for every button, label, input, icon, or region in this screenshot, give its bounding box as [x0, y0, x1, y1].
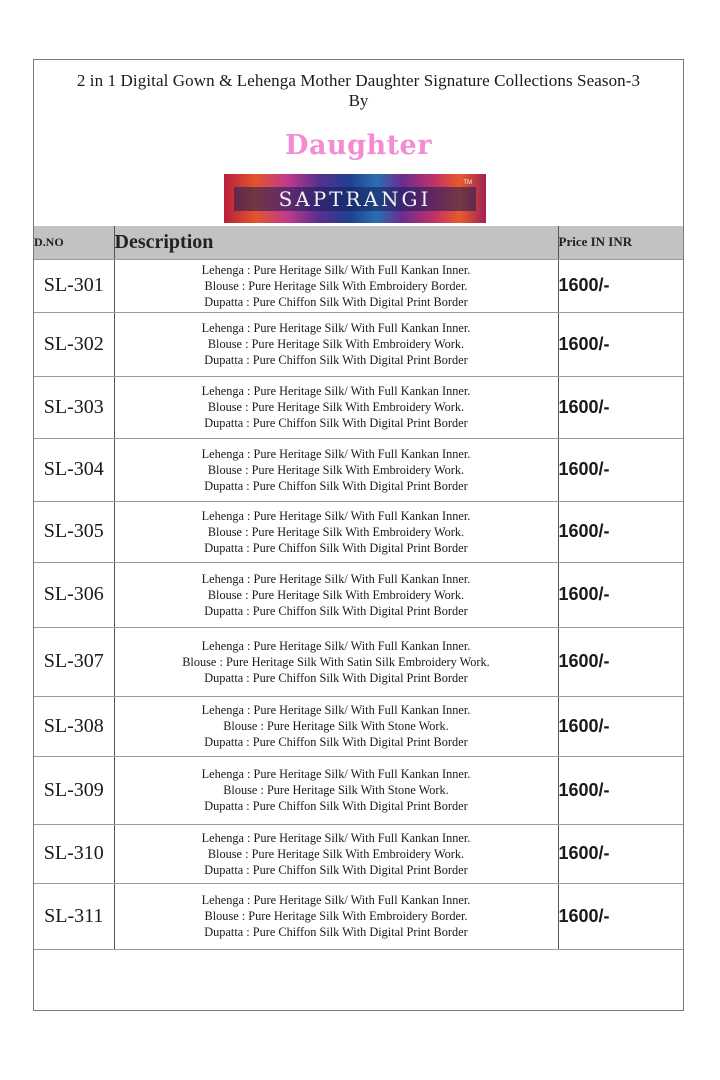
description-line: Dupatta : Pure Chiffon Silk With Digital Print Border — [204, 540, 468, 555]
table-row — [34, 627, 683, 696]
table-row — [34, 883, 683, 949]
description-cell — [114, 438, 558, 501]
description-line: Blouse : Pure Heritage Silk With Embroidery Work. — [207, 337, 465, 351]
price-value: 1600/- — [558, 756, 683, 824]
description-line: Lehenga : Pure Heritage Silk/ With Full Kankan Inner. — [201, 830, 471, 845]
design-number: SL-303 — [34, 376, 114, 438]
table-row — [34, 312, 683, 376]
brand-logo — [224, 174, 486, 223]
by-label: By — [348, 91, 369, 110]
table-body — [34, 259, 683, 949]
description-cell — [114, 696, 558, 756]
description-line: Blouse : Pure Heritage Silk With Embroidery Border. — [204, 278, 468, 293]
description-line: Lehenga : Pure Heritage Silk/ With Full Kankan Inner. — [201, 262, 471, 277]
description-line: Blouse : Pure Heritage Silk With Embroidery Work. — [207, 462, 465, 477]
design-number: SL-305 — [34, 501, 114, 562]
description-line: Dupatta : Pure Chiffon Silk With Digital Print Border — [204, 478, 468, 493]
price-value: 1600/- — [558, 438, 683, 501]
trademark-mark: TM — [463, 180, 472, 186]
description-line: Blouse : Pure Heritage Silk With Embroidery Work. — [207, 846, 465, 861]
description-line: Blouse : Pure Heritage Silk With Satin Silk Embroidery Work. — [182, 654, 490, 669]
description-line: Blouse : Pure Heritage Silk With Embroidery Work. — [207, 524, 465, 539]
description-line: Dupatta : Pure Chiffon Silk With Digital Print Border — [204, 925, 468, 939]
description-line: Dupatta : Pure Chiffon Silk With Digital Print Border — [204, 353, 468, 367]
table-row — [34, 259, 683, 312]
price-value: 1600/- — [558, 883, 683, 949]
description-line: Blouse : Pure Heritage Silk With Stone Work. — [223, 719, 449, 733]
table-header-row — [34, 226, 683, 259]
design-number: SL-307 — [34, 627, 114, 696]
description-line: Dupatta : Pure Chiffon Silk With Digital Print Border — [204, 799, 468, 813]
design-number: SL-306 — [34, 562, 114, 627]
table-row — [34, 438, 683, 501]
description-line: Lehenga : Pure Heritage Silk/ With Full Kankan Inner. — [201, 508, 471, 523]
price-list-sheet — [33, 59, 684, 1011]
design-number: SL-302 — [34, 312, 114, 376]
table-row — [34, 376, 683, 438]
description-cell — [114, 824, 558, 883]
price-value: 1600/- — [558, 312, 683, 376]
description-line: Dupatta : Pure Chiffon Silk With Digital Print Border — [204, 294, 468, 309]
description-cell — [114, 259, 558, 312]
description-cell — [114, 627, 558, 696]
description-line: Lehenga : Pure Heritage Silk/ With Full Kankan Inner. — [201, 384, 471, 398]
price-value: 1600/- — [558, 627, 683, 696]
description-line: Dupatta : Pure Chiffon Silk With Digital Print Border — [204, 735, 468, 749]
description-line: Lehenga : Pure Heritage Silk/ With Full Kankan Inner. — [201, 321, 471, 335]
design-number: SL-309 — [34, 756, 114, 824]
table-row — [34, 696, 683, 756]
description-cell — [114, 756, 558, 824]
description-line: Lehenga : Pure Heritage Silk/ With Full Kankan Inner. — [201, 703, 471, 717]
column-header-description: Description — [114, 226, 558, 259]
design-number: SL-301 — [34, 259, 114, 312]
price-value: 1600/- — [558, 376, 683, 438]
table-row — [34, 501, 683, 562]
design-number: SL-304 — [34, 438, 114, 501]
price-table — [34, 226, 683, 950]
price-value: 1600/- — [558, 501, 683, 562]
description-line: Dupatta : Pure Chiffon Silk With Digital Print Border — [204, 670, 468, 685]
price-value: 1600/- — [558, 824, 683, 883]
catalog-header — [34, 60, 683, 226]
price-value: 1600/- — [558, 696, 683, 756]
description-line: Lehenga : Pure Heritage Silk/ With Full Kankan Inner. — [201, 893, 471, 907]
description-line: Blouse : Pure Heritage Silk With Embroidery Border. — [204, 909, 468, 923]
description-cell — [114, 562, 558, 627]
collection-name: Daughter — [285, 130, 432, 161]
brand-logo-text: SAPTRANGI — [278, 186, 432, 211]
description-cell — [114, 501, 558, 562]
description-line: Dupatta : Pure Chiffon Silk With Digital Print Border — [204, 862, 468, 877]
description-line: Blouse : Pure Heritage Silk With Stone Work. — [223, 783, 449, 797]
design-number: SL-308 — [34, 696, 114, 756]
design-number: SL-311 — [34, 883, 114, 949]
design-number: SL-310 — [34, 824, 114, 883]
table-row — [34, 824, 683, 883]
column-header-price: Price IN INR — [558, 226, 683, 259]
description-cell — [114, 883, 558, 949]
description-line: Dupatta : Pure Chiffon Silk With Digital Print Border — [204, 416, 468, 430]
description-line: Lehenga : Pure Heritage Silk/ With Full Kankan Inner. — [201, 638, 471, 653]
description-line: Lehenga : Pure Heritage Silk/ With Full Kankan Inner. — [201, 446, 471, 461]
price-value: 1600/- — [558, 562, 683, 627]
table-row — [34, 756, 683, 824]
description-line: Lehenga : Pure Heritage Silk/ With Full Kankan Inner. — [201, 571, 471, 586]
description-cell — [114, 312, 558, 376]
description-line: Blouse : Pure Heritage Silk With Embroidery Work. — [207, 587, 465, 602]
catalog-title: 2 in 1 Digital Gown & Lehenga Mother Daughter Signature Collections Season-3 — [76, 71, 641, 90]
table-row — [34, 562, 683, 627]
description-cell — [114, 376, 558, 438]
description-line: Blouse : Pure Heritage Silk With Embroidery Work. — [207, 400, 465, 414]
description-line: Dupatta : Pure Chiffon Silk With Digital Print Border — [204, 603, 468, 618]
column-header-dno: D.NO — [34, 226, 114, 259]
description-line: Lehenga : Pure Heritage Silk/ With Full Kankan Inner. — [201, 767, 471, 781]
price-value: 1600/- — [558, 259, 683, 312]
